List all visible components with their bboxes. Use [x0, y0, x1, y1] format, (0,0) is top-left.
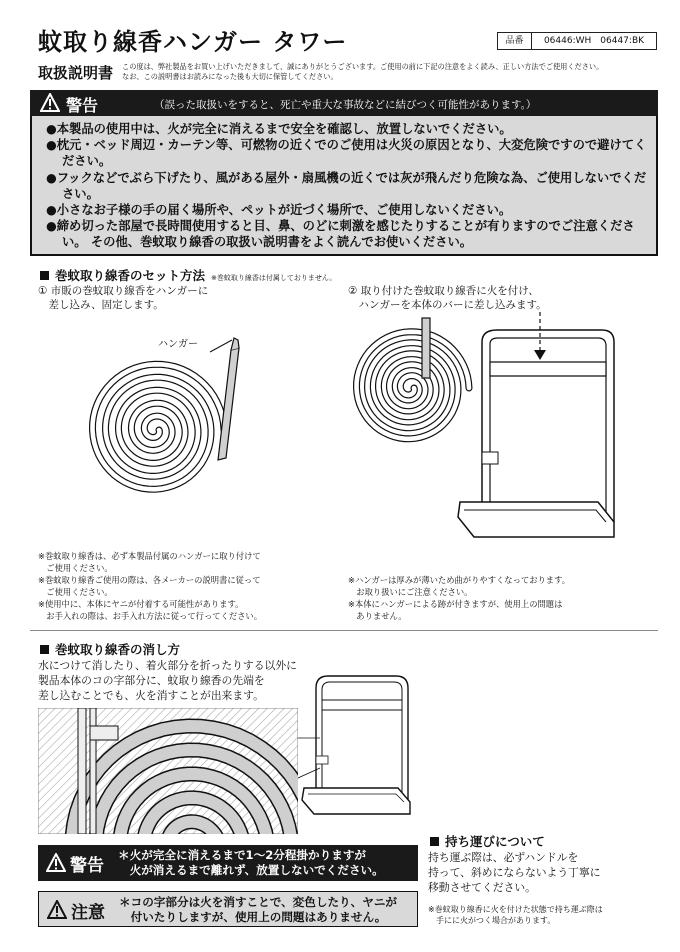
note-line: お手入れの際は、お手入れ方法に従って行ってください。 [38, 611, 263, 621]
carry-note [428, 904, 603, 926]
bottom-warning-line: ＊火が完全に消えるまで1～2分程掛かりますが [118, 848, 367, 862]
note-line: お取り扱いにご注意ください。 [348, 587, 473, 597]
product-code-value: 06446:WH 06447:BK [543, 36, 645, 46]
intro-text [122, 62, 667, 82]
warning-item: ●本製品の使用中は、火が完全に消えるまで安全を確認し、放置しないでください。 [46, 122, 512, 136]
warning-header [30, 90, 658, 116]
warning-list [46, 121, 650, 251]
note-line: ※本体にハンガーによる跡が付きますが、使用上の問題は [348, 599, 563, 609]
bottom-caution-text [119, 895, 397, 925]
product-code-box [497, 32, 657, 50]
bottom-caution-word: 注意 [71, 902, 105, 923]
warning-word: 警告 [66, 96, 99, 115]
product-title: 蚊取り線香ハンガー タワー [38, 28, 348, 56]
extinguish-title-text: 巻蚊取り線香の消し方 [55, 642, 181, 657]
step-1-line: ① 市販の巻蚊取り線香をハンガーに [38, 285, 209, 297]
note-line: ※ハンガーは厚みが薄いため曲がりやすくなっております。 [348, 575, 571, 585]
extinguish-line: 水につけて消したり、着火部分を折ったりする以外に [38, 659, 297, 672]
setup-notes-right [348, 574, 570, 622]
carry-note-line: ※巻蚊取り線香に火を付けた状態で持ち運ぶ際は [428, 905, 603, 914]
setup-step-2 [348, 284, 547, 312]
setup-title-note: ※巻蚊取り線香は付属しておりません。 [211, 274, 337, 282]
extinguish-text [38, 658, 297, 703]
bottom-warning-text [118, 848, 384, 878]
bottom-caution-label [39, 892, 115, 928]
warning-subtitle: （誤った取扱いをすると、死亡や重大な事故などに結びつく可能性があります。） [154, 99, 537, 111]
extinguish-line: 製品本体のコの字部分に、蚊取り線香の先端を [38, 674, 265, 687]
section-square-icon [430, 837, 439, 846]
manual-title: 取扱説明書 [38, 64, 114, 82]
extinguish-line: 差し込むことでも、火を消すことが出来ます。 [38, 689, 264, 702]
bottom-caution-line: ＊コの字部分は火を消すことで、変色したり、ヤニが [119, 895, 398, 909]
hanger-label: ハンガー [158, 339, 198, 350]
carry-section-title [430, 832, 545, 850]
setup-notes-left [38, 550, 262, 622]
warning-triangle-icon [40, 93, 60, 113]
warning-item: ●フックなどでぶら下げたり、風がある屋外・扇風機の近くでは灰が飛んだり危険な為、ご使用しないでください。 [46, 170, 647, 201]
warning-item: ●締め切った部屋で長時間使用すると目、鼻、のどに刺激を感じたりすることが有りますのでご注意ください。 その他、巻蚊取り線香の取扱い説明書をよく読んでお使いください。 [46, 219, 635, 250]
note-line: ※巻蚊取り線香は、必ず本製品付属のハンガーに取り付けて [38, 551, 261, 561]
extinguish-closeup-illustration [38, 708, 298, 834]
coil-with-hanger-illustration [70, 330, 260, 510]
section-divider [30, 630, 658, 631]
caution-triangle-icon [47, 900, 67, 920]
carry-title-text: 持ち運びについて [445, 834, 545, 849]
step-1-line: 差し込み、固定します。 [38, 299, 164, 311]
bottom-warning-label [38, 845, 114, 881]
setup-step-1 [38, 284, 208, 312]
setup-title-text: 巻蚊取り線香のセット方法 [55, 268, 206, 283]
note-line: ※巻蚊取り線香ご使用の際は、各メーカーの説明書に従って [38, 575, 261, 585]
note-line: ありません。 [348, 611, 407, 621]
intro-line: なお、この説明書はお読みになった後も大切に保管してください。 [122, 72, 338, 81]
extinguish-section-title [40, 640, 180, 658]
section-square-icon [40, 645, 49, 654]
bottom-warning-word: 警告 [70, 855, 104, 876]
bottom-caution-line: 付いたりしますが、使用上の問題はありません。 [119, 910, 387, 924]
bottom-warning-line: 火が消えるまで離れず、放置しないでください。 [118, 863, 384, 877]
setup-section-title [40, 266, 336, 284]
carry-line: 持って、斜めにならないよう丁寧に [428, 866, 601, 879]
intro-line: この度は、弊社製品をお買い上げいただきまして、誠にありがとうございます。ご使用の前に下記の注意をよく読み、正しい方法でご使用ください。 [122, 62, 604, 71]
carry-text [428, 850, 601, 895]
carry-note-line: 手にに火がつく場合があります。 [428, 916, 556, 925]
coil-on-stand-illustration [352, 312, 622, 552]
extinguish-stand-illustration [298, 668, 418, 828]
warning-triangle-icon [46, 853, 66, 873]
bottom-caution-box [38, 891, 418, 927]
note-line: ※使用中に、本体にヤニが付着する可能性があります。 [38, 599, 244, 609]
step-2-line: ハンガーを本体のバーに差し込みます。 [348, 299, 547, 311]
product-code-label: 品番 [498, 33, 532, 49]
warning-item: ●小さなお子様の手の届く場所や、ペットが近づく場所で、ご使用しないください。 [46, 203, 512, 218]
carry-line: 移動させてください。 [428, 881, 536, 894]
bottom-warning-box [38, 845, 418, 881]
warning-item: ●枕元・ベッド周辺・カーテン等、可燃物の近くでのご使用は火災の原因となり、大変危険ですので避けてください。 [46, 138, 647, 169]
note-line: ご使用ください。 [38, 563, 113, 573]
step-2-line: ② 取り付けた巻蚊取り線香に火を付け、 [348, 285, 539, 297]
carry-line: 持ち運ぶ際は、必ずハンドルを [428, 851, 579, 864]
section-square-icon [40, 271, 49, 280]
note-line: ご使用ください。 [38, 587, 113, 597]
